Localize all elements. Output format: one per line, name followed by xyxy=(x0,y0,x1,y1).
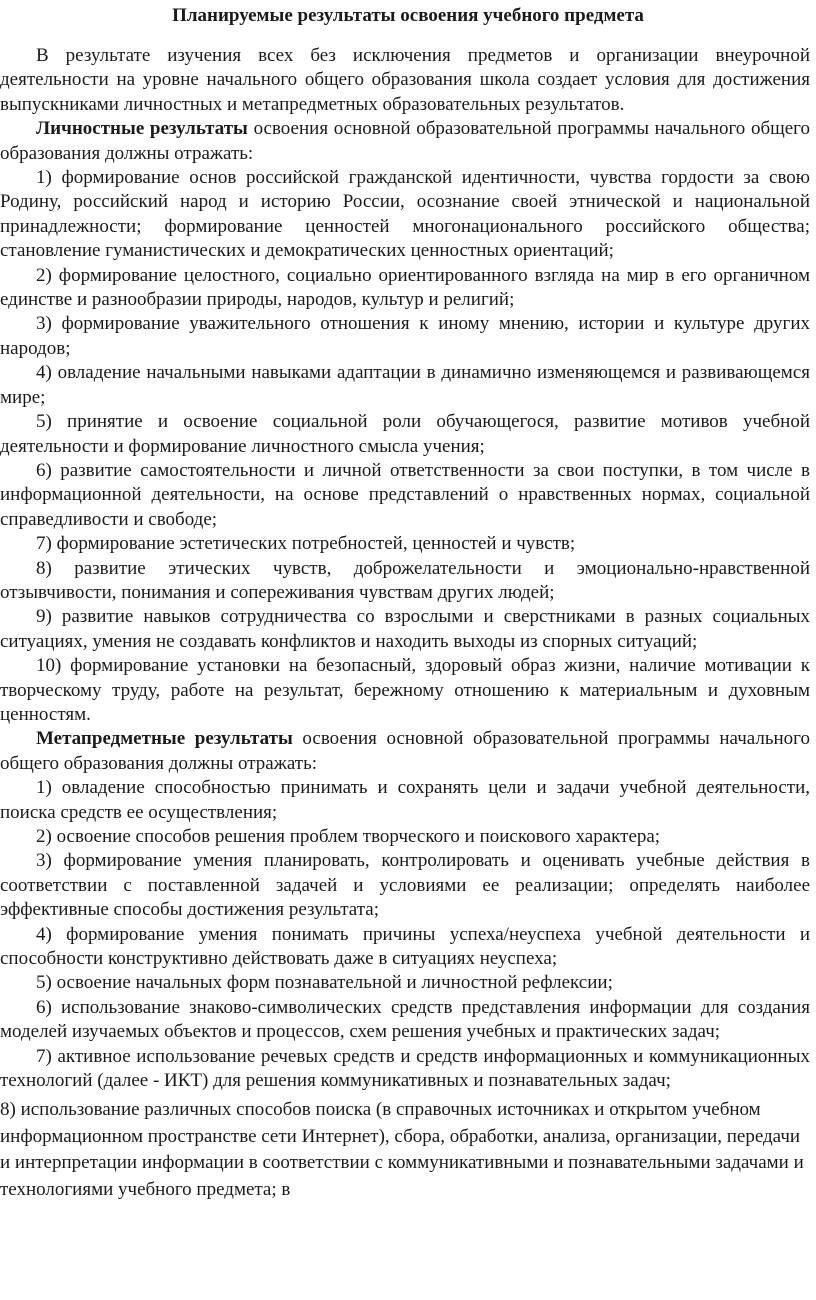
meta-item-3: 3) формирование умения планировать, контролировать и оценивать учебные действия в соответствии с поставленной задачей и условиями ее реализации; определять наиболее эффективные способы достижения результата; xyxy=(0,850,810,921)
meta-results-lead xyxy=(0,727,810,776)
personal-item-1: 1) формирование основ российской гражданской идентичности, чувства гордости за свою Родину, российский народ и историю России, осознание своей этнической и национальной принадлежности; формирование ценностей многонационального российского общества; становление гуманистических и демократических ценностных ориентаций; xyxy=(0,167,810,262)
meta-item-1: 1) овладение способностью принимать и сохранять цели и задачи учебной деятельности, поиска средств ее осуществления; xyxy=(0,777,810,823)
meta-results-heading: Метапредметные результаты xyxy=(36,728,293,750)
intro-paragraph: В результате изучения всех без исключения предметов и организации внеурочной деятельности на уровне начального общего образования школа создает условия для достижения выпускниками личностных и метапредметных образовательных результатов. xyxy=(0,45,810,115)
personal-item-5: 5) принятие и освоение социальной роли обучающегося, развитие мотивов учебной деятельности и формирование личностного смысла учения; xyxy=(0,411,810,457)
document-body xyxy=(0,44,810,1203)
personal-item-4: 4) овладение начальными навыками адаптации в динамично изменяющемся и развивающемся мире; xyxy=(0,362,810,408)
personal-item-9: 9) развитие навыков сотрудничества со взрослыми и сверстниками в разных социальных ситуациях, умения не создавать конфликтов и находить выходы из спорных ситуаций; xyxy=(0,606,810,652)
personal-results-lead-text: освоения основной образовательной программы начального общего образования должны отражать: xyxy=(0,118,810,164)
personal-item-7: 7) формирование эстетических потребностей, ценностей и чувств; xyxy=(36,533,576,555)
personal-item-3: 3) формирование уважительного отношения к иному мнению, истории и культуре других народов; xyxy=(0,313,810,359)
meta-item-2: 2) освоение способов решения проблем творческого и поискового характера; xyxy=(36,826,661,847)
meta-results-lead-text: освоения основной образовательной программы начального общего образования должны отражать: xyxy=(0,728,810,774)
meta-item-8: 8) использование различных способов поиска (в справочных источниках и открытом учебном информационном пространстве сети Интернет), сбора, обработки, анализа, организации, передачи и интерпретации информации в соответствии с коммуникативными и познавательными задачами и технологиями учебного предмета; в xyxy=(0,1099,804,1200)
meta-item-5: 5) освоение начальных форм познавательной и личностной рефлексии; xyxy=(36,972,613,994)
personal-results-lead xyxy=(0,117,810,166)
personal-item-2: 2) формирование целостного, социально ориентированного взгляда на мир в его органичном единстве и разнообразии природы, народов, культур и религий; xyxy=(0,264,810,311)
personal-results-heading: Личностные результаты xyxy=(36,118,248,140)
personal-item-6: 6) развитие самостоятельности и личной ответственности за свои поступки, в том числе в информационной деятельности, на основе представлений о нравственных нормах, социальной справедливости и свободе; xyxy=(0,459,810,530)
meta-item-4: 4) формирование умения понимать причины успеха/неуспеха учебной деятельности и способности конструктивно действовать даже в ситуациях неуспеха; xyxy=(0,923,810,970)
personal-item-10: 10) формирование установки на безопасный, здоровый образ жизни, наличие мотивации к творческому труду, работе на результат, бережному отношению к материальным и духовным ценностям. xyxy=(0,655,810,725)
meta-item-6: 6) использование знаково-символических средств представления информации для создания моделей изучаемых объектов и процессов, схем решения учебных и практических задач; xyxy=(0,996,810,1043)
meta-item-7: 7) активное использование речевых средств и средств информационных и коммуникационных технологий (далее - ИКТ) для решения коммуникативных и познавательных задач; xyxy=(0,1045,810,1092)
personal-item-8: 8) развитие этических чувств, доброжелательности и эмоционально-нравственной отзывчивости, понимания и сопереживания чувствам других людей; xyxy=(0,557,810,603)
page-title: Планируемые результаты освоения учебного предмета xyxy=(172,5,644,26)
